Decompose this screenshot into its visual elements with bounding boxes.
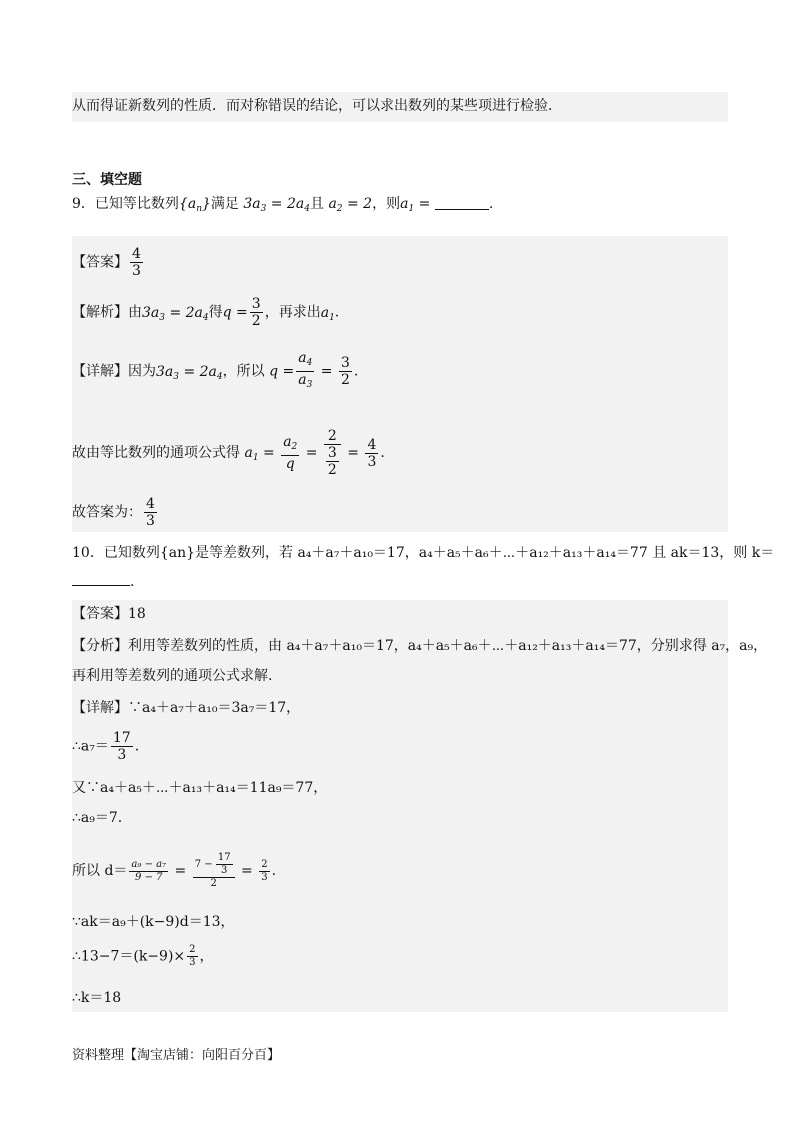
q9-detail: 【详解】因为$3a_3 = 2a_4$，所以 q = $\frac{a_4}{a_3}$ = $\frac{3}{2}$ . (72, 350, 358, 393)
q10-detail-line-1: 【详解】∵a₄＋a₇＋a₁₀＝3a₇＝17， (72, 700, 301, 716)
q9-final-answer: 故答案为： $\frac{4}{3}$ (72, 496, 155, 529)
q10-analysis-line-2: 再利用等差数列的通项公式求解. (72, 668, 273, 684)
q10-detail-a7: ∴a₇＝ $\frac{17}{3}$ . (72, 730, 140, 763)
q10-detail-line-8: ∴k＝18 (72, 990, 122, 1006)
q10-answer: 【答案】18 (72, 606, 146, 622)
q10-detail-line-3: 又∵a₄＋a₅＋⋯＋a₁₃＋a₁₄＝11a₉＝77， (72, 780, 328, 796)
q10-detail-line-7: ∴13−7＝(k−9)× $\frac{2}{3}$ ， (72, 944, 214, 968)
analysis-label: 【分析】 (72, 638, 128, 654)
analysis-label: 【解析】 (72, 304, 128, 321)
section-title: 三、填空题 (72, 172, 142, 188)
q9-answer-blank (435, 195, 489, 210)
q10-answer-blank (72, 573, 130, 586)
detail-label: 【详解】 (72, 363, 128, 380)
q9-general-formula: 故由等比数列的通项公式得 $a_1$ = $\frac{a_2}{q}$ = $\frac{2}{\frac{3}{2}}$ = $\frac{4}{3}$ . (72, 428, 385, 478)
q9-answer (72, 246, 145, 279)
q10-detail-line-4: ∴a₉＝7. (72, 810, 123, 826)
q10-detail-d: 所以 d＝ $\frac{\text{a₉ − a₇}}{9 - 7}$ = 7 − $\frac{17}{3}$ 2 = $\frac{2}{3}$ . (72, 852, 277, 889)
q9-question: 9．已知等比数列$\{a_n\}$满足 $3a_3 = 2a_4$且 $a_2 = 2$，则$a_1$ = . (72, 196, 494, 214)
answer-label: 【答案】 (72, 254, 128, 271)
detail-label: 【详解】 (72, 700, 128, 716)
footer-text: 资料整理【淘宝店铺：向阳百分百】 (72, 1048, 281, 1063)
answer-fraction: $\frac{4}{3}$ (132, 246, 141, 279)
intro-text: 从而得证新数列的性质．而对称错误的结论，可以求出数列的某些项进行检验． (72, 98, 562, 114)
q9-analysis: 【解析】由$3a_3 = 2a_4$得q = $\frac{3}{2}$ ，再求出$a_1$. (72, 296, 340, 329)
q10-question-blank: . (72, 572, 134, 592)
q10-detail-line-6: ∵ak＝a₉＋(k−9)d＝13， (72, 914, 235, 930)
answer-label: 【答案】 (72, 606, 128, 622)
q10-question: 10．已知数列{an}是等差数列，若 a₄＋a₇＋a₁₀＝17，a₄＋a₅＋a₆＋⋯＋a₁₂＋a₁₃＋a₁₄＝77 且 ak＝13，则 k＝ (72, 545, 775, 561)
q10-analysis-line-1: 【分析】利用等差数列的性质，由 a₄＋a₇＋a₁₀＝17，a₄＋a₅＋a₆＋⋯＋a₁₂＋a₁₃＋a₁₄＝77，分别求得 a₇，a₉， (72, 638, 768, 654)
